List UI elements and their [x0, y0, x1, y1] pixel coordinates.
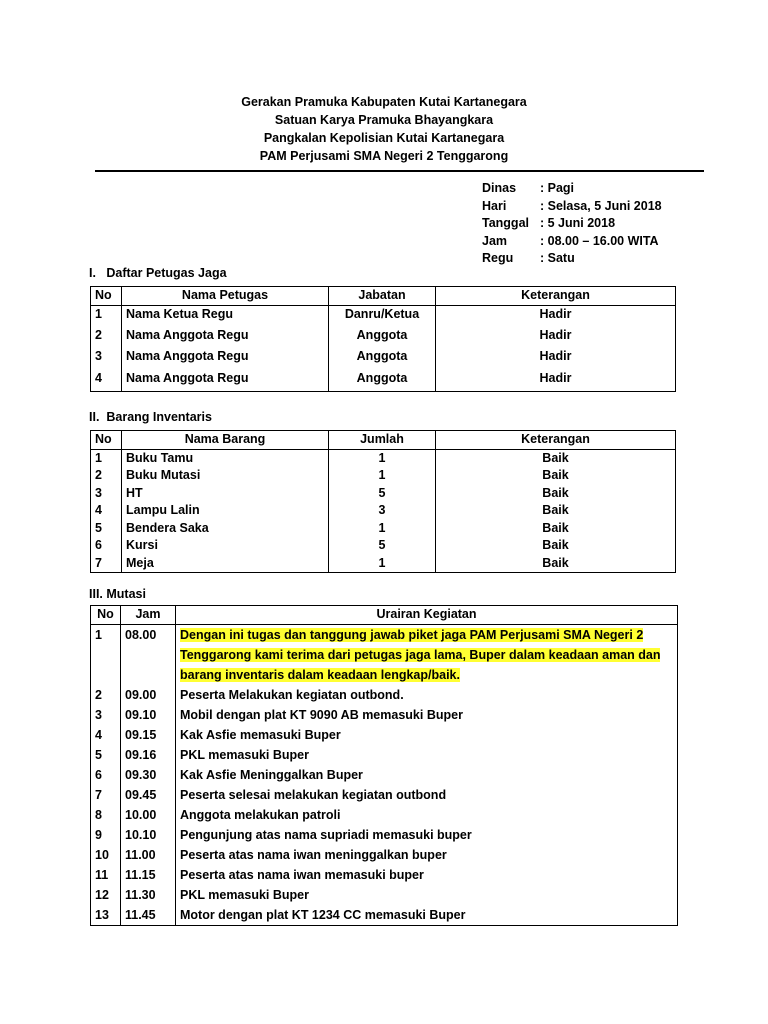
table-header-row [91, 606, 678, 625]
cell-activity: Kak Asfie memasuki Buper [176, 725, 678, 745]
cell-quantity: 1 [329, 449, 436, 467]
cell-no: 2 [91, 685, 121, 705]
cell-name: Nama Ketua Regu [122, 305, 329, 327]
duty-info-value: : Selasa, 5 Juni 2018 [540, 198, 662, 213]
column-header: Urairan Kegiatan [176, 606, 678, 625]
table-row [91, 537, 676, 555]
cell-no: 2 [91, 327, 122, 348]
column-header: Keterangan [436, 287, 676, 306]
table-row [91, 685, 678, 705]
cell-no: 6 [91, 765, 121, 785]
column-header: Jabatan [329, 287, 436, 306]
cell-activity: Anggota melakukan patroli [176, 805, 678, 825]
cell-no: 9 [91, 825, 121, 845]
duty-info-value: : Pagi [540, 181, 575, 195]
table-header-row [91, 431, 676, 450]
cell-status: Hadir [436, 327, 676, 348]
cell-quantity: 3 [329, 502, 436, 520]
mutation-table-body [91, 624, 678, 925]
cell-status: Hadir [436, 348, 676, 369]
table-row [91, 745, 678, 765]
staff-table-body [91, 305, 676, 392]
cell-jam: 10.00 [121, 805, 176, 825]
inventory-table [90, 430, 676, 573]
cell-position: Anggota [329, 370, 436, 392]
cell-jam: 11.30 [121, 885, 176, 905]
cell-activity: Peserta selesai melakukan kegiatan outbond [176, 785, 678, 805]
table-row [91, 555, 676, 573]
header-line-4: PAM Perjusami SMA Negeri 2 Tenggarong [259, 149, 509, 163]
mutation-table [90, 605, 678, 926]
section-1-title: I. Daftar Petugas Jaga [89, 266, 227, 280]
cell-no: 3 [91, 485, 122, 503]
table-row [91, 845, 678, 865]
highlighted-text: Tenggarong kami terima dari petugas jaga lama, Buper dalam keadaan aman dan [180, 647, 661, 662]
cell-condition: Baik [436, 520, 676, 538]
cell-no: 13 [91, 905, 121, 926]
column-header: Keterangan [436, 431, 676, 450]
table-row [91, 467, 676, 485]
header-line-2: Satuan Karya Pramuka Bhayangkara [274, 113, 494, 127]
cell-jam: 09.15 [121, 725, 176, 745]
cell-no: 5 [91, 745, 121, 765]
table-row [91, 765, 678, 785]
cell-jam: 11.00 [121, 845, 176, 865]
cell-condition: Baik [436, 449, 676, 467]
table-row [91, 305, 676, 327]
cell-quantity: 1 [329, 555, 436, 573]
cell-no: 4 [91, 370, 122, 392]
cell-activity: Mobil dengan plat KT 9090 AB memasuki Buper [176, 705, 678, 725]
table-row [91, 485, 676, 503]
duty-info-row [482, 250, 662, 268]
column-header: No [91, 606, 121, 625]
duty-info-row [482, 198, 662, 216]
inventory-table-body [91, 449, 676, 573]
section-2-title: II. Barang Inventaris [89, 410, 212, 424]
highlighted-text: barang inventaris dalam keadaan lengkap/baik. [180, 667, 460, 682]
table-row [91, 805, 678, 825]
table-header-row [91, 287, 676, 306]
cell-name: Nama Anggota Regu [122, 348, 329, 369]
table-row [91, 624, 678, 685]
cell-status: Hadir [436, 305, 676, 327]
header-line-3: Pangkalan Kepolisian Kutai Kartanegara [263, 131, 505, 145]
cell-condition: Baik [436, 555, 676, 573]
cell-activity: PKL memasuki Buper [176, 885, 678, 905]
header-line-1: Gerakan Pramuka Kabupaten Kutai Kartanegara [241, 95, 527, 109]
cell-jam: 11.45 [121, 905, 176, 926]
cell-item: Lampu Lalin [122, 502, 329, 520]
cell-item: Buku Tamu [122, 449, 329, 467]
column-header: No [91, 287, 122, 306]
cell-item: Bendera Saka [122, 520, 329, 538]
cell-activity: Motor dengan plat KT 1234 CC memasuki Buper [176, 905, 678, 926]
cell-item: Kursi [122, 537, 329, 555]
cell-no: 12 [91, 885, 121, 905]
cell-activity: PKL memasuki Buper [176, 745, 678, 765]
cell-item: Buku Mutasi [122, 467, 329, 485]
cell-no: 10 [91, 845, 121, 865]
cell-jam: 09.30 [121, 765, 176, 785]
duty-info-row [482, 215, 662, 233]
staff-table [90, 286, 676, 392]
highlighted-text: Dengan ini tugas dan tanggung jawab piket jaga PAM Perjusami SMA Negeri 2 [180, 627, 644, 642]
duty-info-key: Regu [482, 251, 514, 265]
cell-status: Hadir [436, 370, 676, 392]
table-row [91, 725, 678, 745]
cell-no: 5 [91, 520, 122, 538]
cell-activity: Peserta atas nama iwan meninggalkan buper [176, 845, 678, 865]
cell-no: 11 [91, 865, 121, 885]
cell-activity: Peserta atas nama iwan memasuki buper [176, 865, 678, 885]
document-header [0, 93, 768, 165]
cell-jam: 09.10 [121, 705, 176, 725]
table-row [91, 905, 678, 926]
cell-jam: 11.15 [121, 865, 176, 885]
cell-quantity: 5 [329, 537, 436, 555]
cell-jam: 09.45 [121, 785, 176, 805]
cell-no: 8 [91, 805, 121, 825]
cell-activity: Kak Asfie Meninggalkan Buper [176, 765, 678, 785]
cell-no: 4 [91, 725, 121, 745]
table-row [91, 705, 678, 725]
column-header: Nama Petugas [122, 287, 329, 306]
cell-quantity: 5 [329, 485, 436, 503]
column-header: Nama Barang [122, 431, 329, 450]
cell-no: 1 [91, 305, 122, 327]
header-divider [95, 170, 704, 172]
cell-condition: Baik [436, 502, 676, 520]
cell-no: 6 [91, 537, 122, 555]
column-header: Jumlah [329, 431, 436, 450]
cell-jam: 09.16 [121, 745, 176, 765]
table-row [91, 327, 676, 348]
table-row [91, 520, 676, 538]
cell-condition: Baik [436, 467, 676, 485]
duty-info-value: : Satu [540, 251, 575, 265]
duty-info-row [482, 233, 662, 251]
cell-no: 3 [91, 348, 122, 369]
cell-no: 7 [91, 785, 121, 805]
cell-jam: 08.00 [121, 624, 176, 685]
cell-no: 7 [91, 555, 122, 573]
cell-name: Nama Anggota Regu [122, 327, 329, 348]
duty-info-key: Hari [482, 198, 507, 213]
cell-jam: 09.00 [121, 685, 176, 705]
column-header: No [91, 431, 122, 450]
cell-condition: Baik [436, 537, 676, 555]
duty-info-key: Dinas [482, 181, 517, 195]
cell-no: 1 [91, 449, 122, 467]
table-row [91, 785, 678, 805]
cell-position: Danru/Ketua [329, 305, 436, 327]
duty-info-key: Tanggal [482, 216, 529, 230]
cell-jam: 10.10 [121, 825, 176, 845]
table-row [91, 348, 676, 369]
cell-no: 4 [91, 502, 122, 520]
table-row [91, 865, 678, 885]
table-row [91, 825, 678, 845]
column-header: Jam [121, 606, 176, 625]
table-row [91, 370, 676, 392]
cell-item: Meja [122, 555, 329, 573]
table-row [91, 885, 678, 905]
cell-no: 2 [91, 467, 122, 485]
cell-activity: Pengunjung atas nama supriadi memasuki buper [176, 825, 678, 845]
cell-item: HT [122, 485, 329, 503]
section-3-title: III. Mutasi [89, 587, 146, 601]
table-row [91, 449, 676, 467]
cell-quantity: 1 [329, 467, 436, 485]
duty-info-key: Jam [482, 233, 508, 248]
cell-activity: Peserta Melakukan kegiatan outbond. [176, 685, 678, 705]
duty-info-row [482, 180, 662, 198]
cell-no: 1 [91, 624, 121, 685]
duty-info-value: : 5 Juni 2018 [540, 216, 616, 230]
cell-no: 3 [91, 705, 121, 725]
cell-position: Anggota [329, 327, 436, 348]
table-row [91, 502, 676, 520]
duty-info [482, 180, 662, 268]
cell-quantity: 1 [329, 520, 436, 538]
cell-condition: Baik [436, 485, 676, 503]
duty-info-value: : 08.00 – 16.00 WITA [540, 233, 659, 248]
cell-activity [176, 624, 678, 685]
cell-name: Nama Anggota Regu [122, 370, 329, 392]
cell-position: Anggota [329, 348, 436, 369]
